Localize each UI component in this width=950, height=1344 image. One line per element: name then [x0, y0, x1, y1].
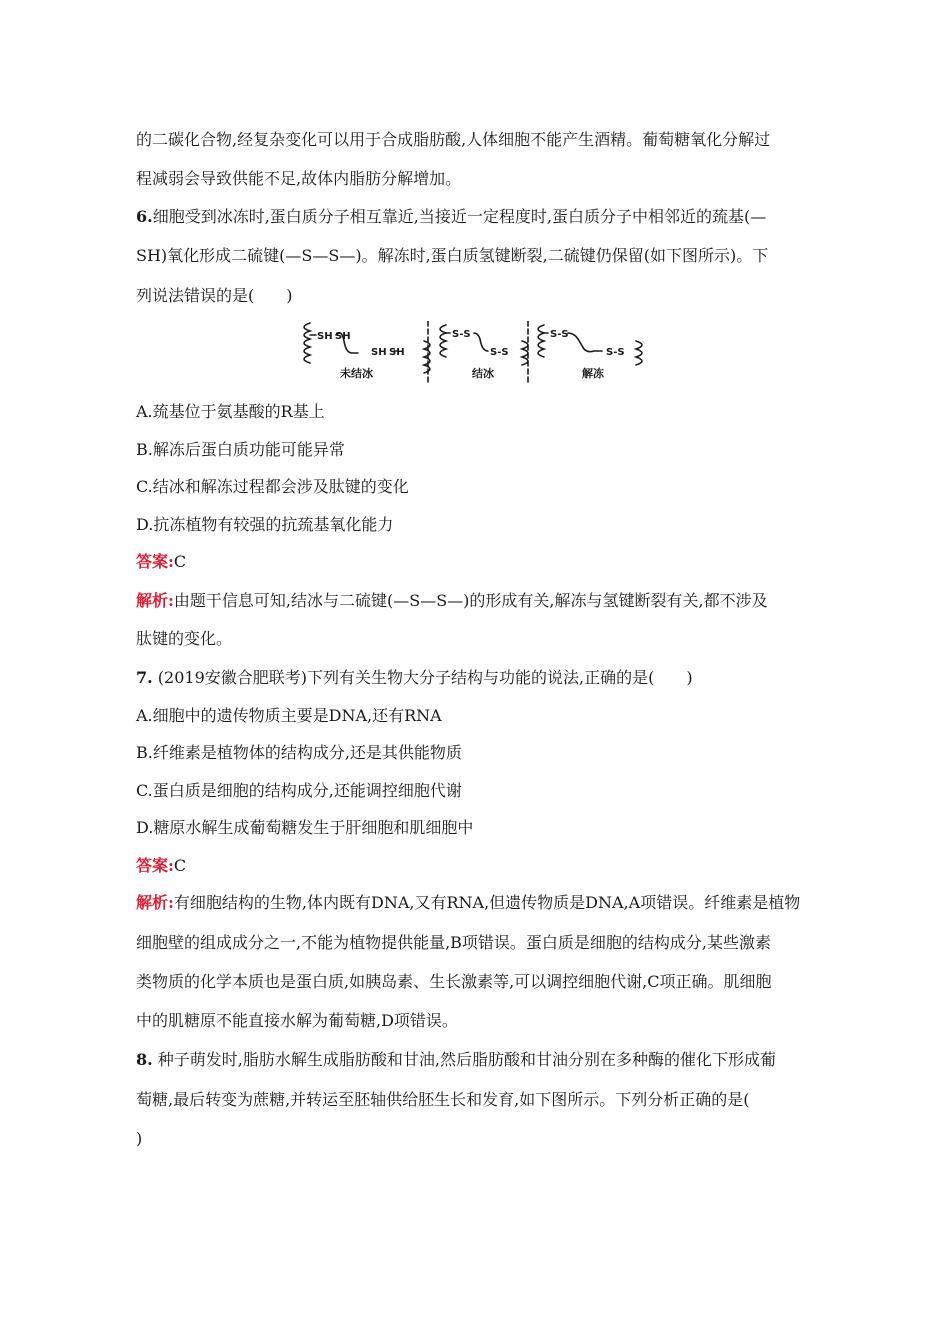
q7-stem-text: (2019安徽合肥联考)下列有关生物大分子结构与功能的说法,正确的是( ): [157, 668, 693, 687]
q7-analysis-line-1: [136, 893, 800, 913]
answer-value: C: [173, 552, 187, 571]
q7-option-d: D.糖原水解生成葡萄糖发生于肝细胞和肌细胞中: [136, 818, 474, 837]
q7-option-b: B.纤维素是植物体的结构成分,还是其供能物质: [136, 743, 462, 762]
q7-option-a: A.细胞中的遗传物质主要是DNA,还有RNA: [136, 706, 442, 725]
disulfide-label: S-S: [452, 329, 471, 340]
q6-analysis-line-1: [136, 591, 768, 611]
q6-stem-line-2: SH)氧化形成二硫键(—S—S—)。解冻时,蛋白质氢键断裂,二硫键仍保留(如下图所示)。下: [136, 246, 769, 265]
protein-coil: [522, 341, 528, 365]
q6-analysis-line-2: 肽键的变化。: [136, 629, 233, 648]
q8-stem-text-1: 种子萌发时,脂肪水解生成脂肪酸和甘油,然后脂肪酸和甘油分别在多种酶的催化下形成葡: [157, 1050, 776, 1069]
q6-stem-text-1: 细胞受到冰冻时,蛋白质分子相互靠近,当接近一定程度时,蛋白质分子中相邻近的巯基(—: [152, 207, 767, 226]
q6-stem-line-1: [136, 207, 766, 227]
q6-stem-line-3: 列说法错误的是( ): [136, 286, 293, 305]
protein-freeze-thaw-diagram: [296, 321, 652, 383]
protein-coil: [424, 341, 430, 373]
q6-number: 6.: [136, 207, 153, 226]
sh-label: SH: [317, 331, 333, 342]
q6-option-c: C.结冰和解冻过程都会涉及肽键的变化: [136, 477, 409, 496]
answer-label: 答案:: [136, 856, 174, 875]
q7-option-c: C.蛋白质是细胞的结构成分,还能调控细胞代谢: [136, 781, 462, 800]
q8-stem-line-2: 萄糖,最后转变为蔗糖,并转运至胚轴供给胚生长和发育,如下图所示。下列分析正确的是(: [136, 1090, 750, 1109]
sh-label: SH: [389, 347, 405, 358]
protein-coil: [538, 325, 544, 357]
q8-stem-line-3: ): [136, 1129, 143, 1148]
q6-option-d: D.抗冻植物有较强的抗巯基氧化能力: [136, 515, 394, 534]
protein-coil: [636, 341, 642, 365]
q6-answer: [136, 552, 186, 572]
q7-stem: [136, 668, 693, 688]
q8-number: 8.: [136, 1050, 153, 1069]
sh-label: SH: [371, 347, 387, 358]
protein-coil: [440, 325, 446, 357]
disulfide-label: S-S: [490, 347, 509, 358]
q7-number: 7.: [136, 668, 153, 687]
q8-stem-line-1: [136, 1050, 776, 1070]
label-thawed: 解冻: [582, 367, 604, 380]
q7-answer: [136, 856, 186, 876]
analysis-label: 解析:: [136, 591, 174, 610]
intro-line-1: 的二碳化合物,经复杂变化可以用于合成脂肪酸,人体细胞不能产生酒精。葡萄糖氧化分解过: [136, 130, 771, 149]
q7-analysis-line-2: 细胞壁的组成成分之一,不能为植物提供能量,B项错误。蛋白质是细胞的结构成分,某些激素: [136, 933, 772, 952]
intro-line-2: 程减弱会导致供能不足,故体内脂肪分解增加。: [136, 169, 462, 188]
label-unfrozen: 未结冰: [340, 367, 373, 380]
bond-stub: [568, 333, 602, 352]
q7-analysis-line-3: 类物质的化学本质也是蛋白质,如胰岛素、生长激素等,可以调控细胞代谢,C项正确。肌细胞: [136, 972, 772, 991]
protein-coil: [304, 323, 310, 363]
answer-value: C: [173, 856, 187, 875]
answer-label: 答案:: [136, 552, 174, 571]
sh-label: SH: [335, 331, 351, 342]
bond-stub: [474, 333, 488, 351]
label-frozen: 结冰: [472, 367, 494, 380]
q6-option-a: A.巯基位于氨基酸的R基上: [136, 402, 325, 421]
analysis-text: 由题干信息可知,结冰与二硫键(—S—S—)的形成有关,解冻与氢键断裂有关,都不涉及: [173, 591, 768, 610]
analysis-text: 有细胞结构的生物,体内既有DNA,又有RNA,但遗传物质是DNA,A项错误。纤维素是植物: [173, 893, 801, 912]
q6-option-b: B.解冻后蛋白质功能可能异常: [136, 440, 345, 459]
disulfide-label: S-S: [550, 329, 569, 340]
disulfide-label: S-S: [606, 347, 625, 358]
analysis-label: 解析:: [136, 893, 174, 912]
q7-analysis-line-4: 中的肌糖原不能直接水解为葡萄糖,D项错误。: [136, 1011, 458, 1030]
